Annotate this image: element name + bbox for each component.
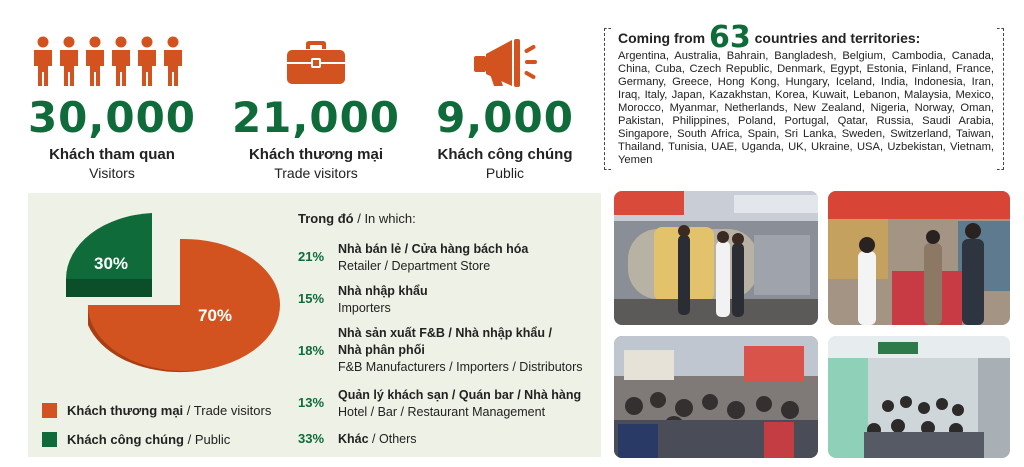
legend-label-vi: Khách công chúng — [67, 432, 184, 447]
breakdown-en: Others — [379, 432, 417, 446]
breakdown-sep: / — [368, 432, 379, 446]
pie-slice-public-depth — [66, 279, 152, 297]
breakdown-vi: Nhà bán lẻ / Cửa hàng bách hóa — [338, 242, 529, 256]
breakdown-title — [298, 211, 588, 226]
legend-swatch — [42, 432, 57, 447]
legend-trade-visitors — [42, 403, 271, 418]
pie-label-public: 30% — [94, 254, 129, 273]
stat-number: 21,000 — [231, 93, 401, 142]
stat-number: 30,000 — [27, 93, 197, 142]
legend-sep: / — [183, 403, 194, 418]
countries-count: 63 — [709, 20, 751, 55]
breakdown-pct: 13% — [298, 395, 325, 410]
pie-label-trade: 70% — [198, 306, 233, 325]
breakdown-pct: 21% — [298, 249, 325, 264]
stat-label-en: Visitors — [89, 165, 135, 181]
stat-label-vi: Khách tham quan — [49, 146, 175, 163]
countries-box — [604, 20, 1004, 172]
breakdown-en: Hotel / Bar / Restaurant Management — [338, 405, 546, 419]
breakdown-title-en: / In which: — [353, 211, 416, 226]
photo-machinery-booth — [614, 191, 818, 325]
breakdown-pct: 18% — [298, 343, 325, 358]
megaphone-icon — [470, 36, 540, 88]
bracket-right — [997, 28, 1004, 170]
breakdown-en: Importers — [338, 301, 391, 315]
stat-label-vi: Khách công chúng — [437, 146, 573, 163]
stat-public — [420, 93, 590, 181]
stat-label-en: Public — [485, 165, 525, 181]
breakdown-vi: Nhà sản xuất F&B / Nhà nhập khẩu / Nhà phân phối — [338, 326, 552, 357]
people-icon — [32, 36, 192, 88]
pie-chart — [28, 193, 288, 393]
breakdown-en: F&B Manufacturers / Importers / Distributors — [338, 360, 583, 374]
breakdown-title-vi: Trong đó — [298, 211, 354, 226]
briefcase-icon — [286, 40, 346, 86]
legend-label-vi: Khách thương mại — [67, 403, 184, 418]
stat-number: 9,000 — [436, 93, 574, 142]
breakdown-vi: Nhà nhập khẩu — [338, 284, 428, 298]
breakdown-vi: Quản lý khách sạn / Quán bar / Nhà hàng — [338, 388, 582, 402]
countries-list: Argentina, Australia, Bahrain, Bangladesh, Belgium, Cambodia, Canada, China, Cuba, Czech Republic, Denmark, Egypt, Estonia, Finland, France, Germany, Greece, Hong Kong, Hungary, Iceland, India, Indonesia, Iran, Iraq, Italy, Japan, Kazakhstan, Korea, Kuwait, Lebanon, Malaysia, Mexico, Morocco, Myanmar, Netherlands, New Zealand, Nigeria, Norway, Oman, Pakistan, Philippines, Poland, Portugal, Qatar, Russia, Saudi Arabia, Singapore, South Africa, Spain, Sri Lanka, Sweden, Switzerland, Taiwan, Thailand, Tunisia, UAE, Uganda, UK, Ukraine, USA, Uzbekistan, Vietnam, Yemen — [618, 50, 994, 166]
countries-prefix: Coming from — [618, 30, 706, 46]
photo-entrance-queue — [828, 336, 1010, 458]
breakdown-pct: 15% — [298, 291, 325, 306]
breakdown-pct: 33% — [298, 431, 325, 446]
legend-label-en: Public — [194, 432, 231, 447]
legend-label-en: Trade visitors — [193, 403, 272, 418]
breakdown-en: Retailer / Department Store — [338, 259, 491, 273]
stat-trade-visitors — [226, 93, 406, 181]
stat-visitors — [22, 93, 202, 181]
legend-sep: / — [184, 432, 195, 447]
countries-suffix: countries and territories: — [754, 30, 921, 46]
photo-crowd-hall — [614, 336, 818, 458]
legend-public — [42, 432, 230, 447]
visitor-breakdown-panel — [28, 193, 601, 457]
breakdown-list — [298, 211, 588, 446]
bracket-left — [604, 28, 611, 170]
breakdown-vi: Khác — [338, 432, 369, 446]
stat-label-vi: Khách thương mại — [248, 146, 384, 163]
legend-swatch — [42, 403, 57, 418]
photo-food-booth — [828, 191, 1010, 325]
stat-label-en: Trade visitors — [274, 165, 358, 181]
